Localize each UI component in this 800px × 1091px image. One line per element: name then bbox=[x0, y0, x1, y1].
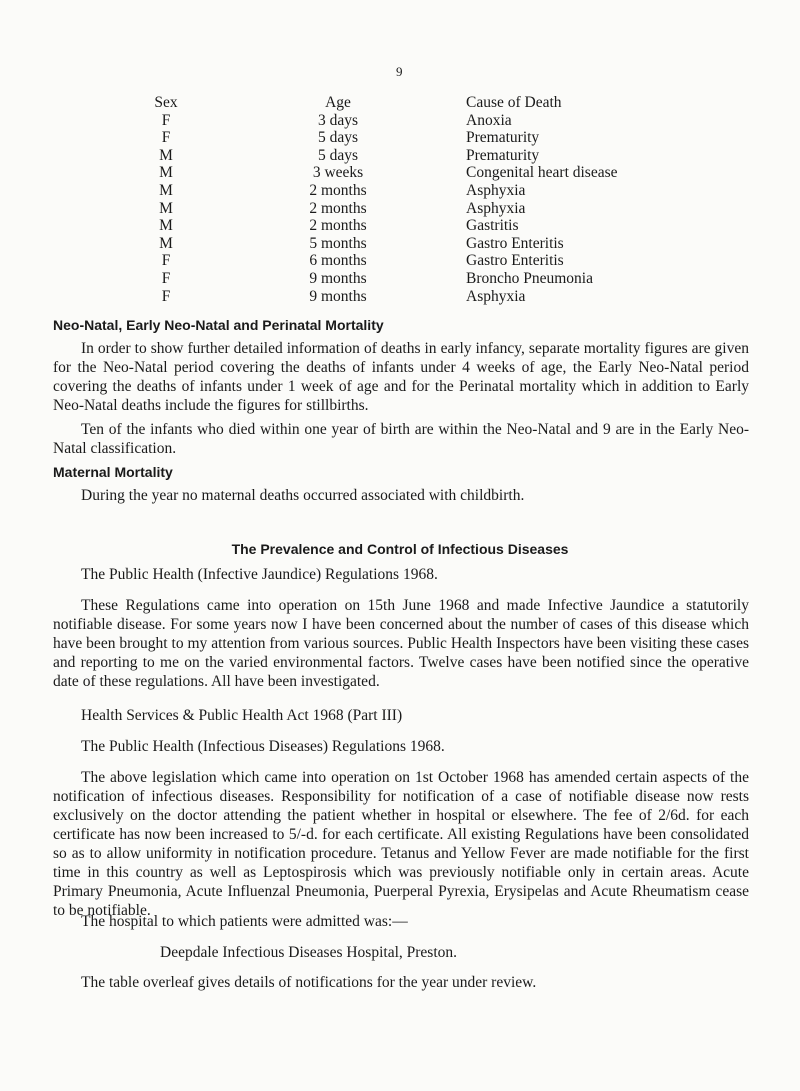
cell-age: 3 days bbox=[317, 111, 359, 129]
infectious-regulations-title: The Public Health (Infectious Diseases) Regulations 1968. bbox=[81, 738, 445, 755]
cell-sex: M bbox=[159, 234, 173, 252]
cell-age: 6 months bbox=[309, 252, 367, 270]
cell-cause: Prematurity bbox=[466, 146, 540, 164]
header-sex: Sex bbox=[154, 94, 178, 111]
cell-age: 9 months bbox=[309, 287, 367, 305]
cell-age: 5 months bbox=[309, 234, 367, 252]
cell-cause: Congenital heart disease bbox=[466, 164, 618, 182]
cell-sex: M bbox=[159, 164, 173, 182]
table-row bbox=[0, 251, 800, 269]
hospital-intro: The hospital to which patients were admitted was:— bbox=[81, 913, 408, 930]
neonatal-heading: Neo-Natal, Early Neo-Natal and Perinatal Mortality bbox=[53, 317, 384, 333]
table-row bbox=[0, 111, 800, 129]
table-row bbox=[0, 287, 800, 305]
cell-sex: F bbox=[161, 129, 171, 147]
cell-cause: Gastritis bbox=[466, 217, 519, 235]
cell-cause: Gastro Enteritis bbox=[466, 252, 564, 270]
cell-age: 3 weeks bbox=[312, 164, 364, 182]
cell-age: 5 days bbox=[317, 129, 359, 147]
jaundice-paragraph: These Regulations came into operation on 15th June 1968 and made Infective Jaundice a statutorily notifiable disease. For some years now I have been concerned about the number of cases of this disease which have been brought to my attention from various sources. Public Health Inspectors have been visiting these cases and reporting to me on the varied environmental factors. Twelve cases have been notified since the operative date of these regulations. All have been investigated. bbox=[53, 597, 749, 690]
table-row bbox=[0, 216, 800, 234]
hospital-name: Deepdale Infectious Diseases Hospital, Preston. bbox=[160, 944, 458, 961]
cell-cause: Asphyxia bbox=[466, 181, 526, 199]
maternal-heading: Maternal Mortality bbox=[53, 464, 173, 480]
cell-age: 2 months bbox=[309, 199, 367, 217]
cell-cause: Anoxia bbox=[466, 111, 512, 129]
cell-cause: Broncho Pneumonia bbox=[466, 269, 593, 287]
cell-age: 2 months bbox=[309, 217, 367, 235]
infant-deaths-table bbox=[0, 93, 800, 304]
table-row bbox=[0, 199, 800, 217]
cell-age: 2 months bbox=[309, 181, 367, 199]
legislation-paragraph: The above legislation which came into operation on 1st October 1968 has amended certain aspects of the notification of infectious diseases. Responsibility for notification of a case of notifiable disease now rests exclusively on the doctor attending the patient whether in hospital or elsewhere. The fee of 2/6d. for each certificate has now been increased to 5/-d. for each certificate. All existing Regulations have been consolidated so as to allow uniformity in notification procedure. Tetanus and Yellow Fever are made notifiable for the first time in this country as well as Leptospirosis which was previously notifiable only in certain areas. Acute Primary Pneumonia, Acute Influenzal Pneumonia, Puerperal Pyrexia, Erysipelas and Acute Rheumatism cease to be notifiable. bbox=[53, 769, 749, 919]
cell-sex: M bbox=[159, 199, 173, 217]
cell-sex: M bbox=[159, 217, 173, 235]
cell-age: 5 days bbox=[317, 146, 359, 164]
cell-age: 9 months bbox=[309, 269, 367, 287]
neonatal-classification-paragraph: Ten of the infants who died within one year of birth are within the Neo-Natal and 9 are in the Early Neo-Natal classification. bbox=[53, 421, 749, 457]
cell-sex: M bbox=[159, 181, 173, 199]
table-row bbox=[0, 128, 800, 146]
table-row bbox=[0, 234, 800, 252]
table-row bbox=[0, 146, 800, 164]
cell-sex: F bbox=[161, 287, 171, 305]
cell-cause: Asphyxia bbox=[466, 287, 526, 305]
table-row bbox=[0, 181, 800, 199]
cell-sex: F bbox=[161, 269, 171, 287]
cell-cause: Gastro Enteritis bbox=[466, 234, 564, 252]
jaundice-regulations-title: The Public Health (Infective Jaundice) Regulations 1968. bbox=[81, 566, 438, 583]
page-number: 9 bbox=[396, 64, 403, 79]
table-row bbox=[0, 163, 800, 181]
neonatal-paragraph: In order to show further detailed information of deaths in early infancy, separate mortality figures are given for the Neo-Natal period covering the deaths of infants under 4 weeks of age, the Early Neo-Natal period covering the deaths of infants under 1 week of age and for the Perinatal mortality which in addition to Early Neo-Natal deaths include the figures for stillbirths. bbox=[53, 340, 749, 414]
infectious-heading: The Prevalence and Control of Infectious Diseases bbox=[231, 541, 569, 557]
cell-sex: F bbox=[161, 111, 171, 129]
health-act-title: Health Services & Public Health Act 1968 (Part III) bbox=[81, 707, 403, 724]
maternal-paragraph: During the year no maternal deaths occurred associated with childbirth. bbox=[81, 487, 525, 504]
cell-cause: Asphyxia bbox=[466, 199, 526, 217]
header-cause: Cause of Death bbox=[466, 94, 562, 111]
cell-sex: F bbox=[161, 252, 171, 270]
table-header bbox=[0, 93, 800, 111]
cell-sex: M bbox=[159, 146, 173, 164]
table-row bbox=[0, 269, 800, 287]
header-age: Age bbox=[325, 94, 351, 111]
cell-cause: Prematurity bbox=[466, 129, 540, 147]
closing-sentence: The table overleaf gives details of notifications for the year under review. bbox=[81, 974, 537, 991]
